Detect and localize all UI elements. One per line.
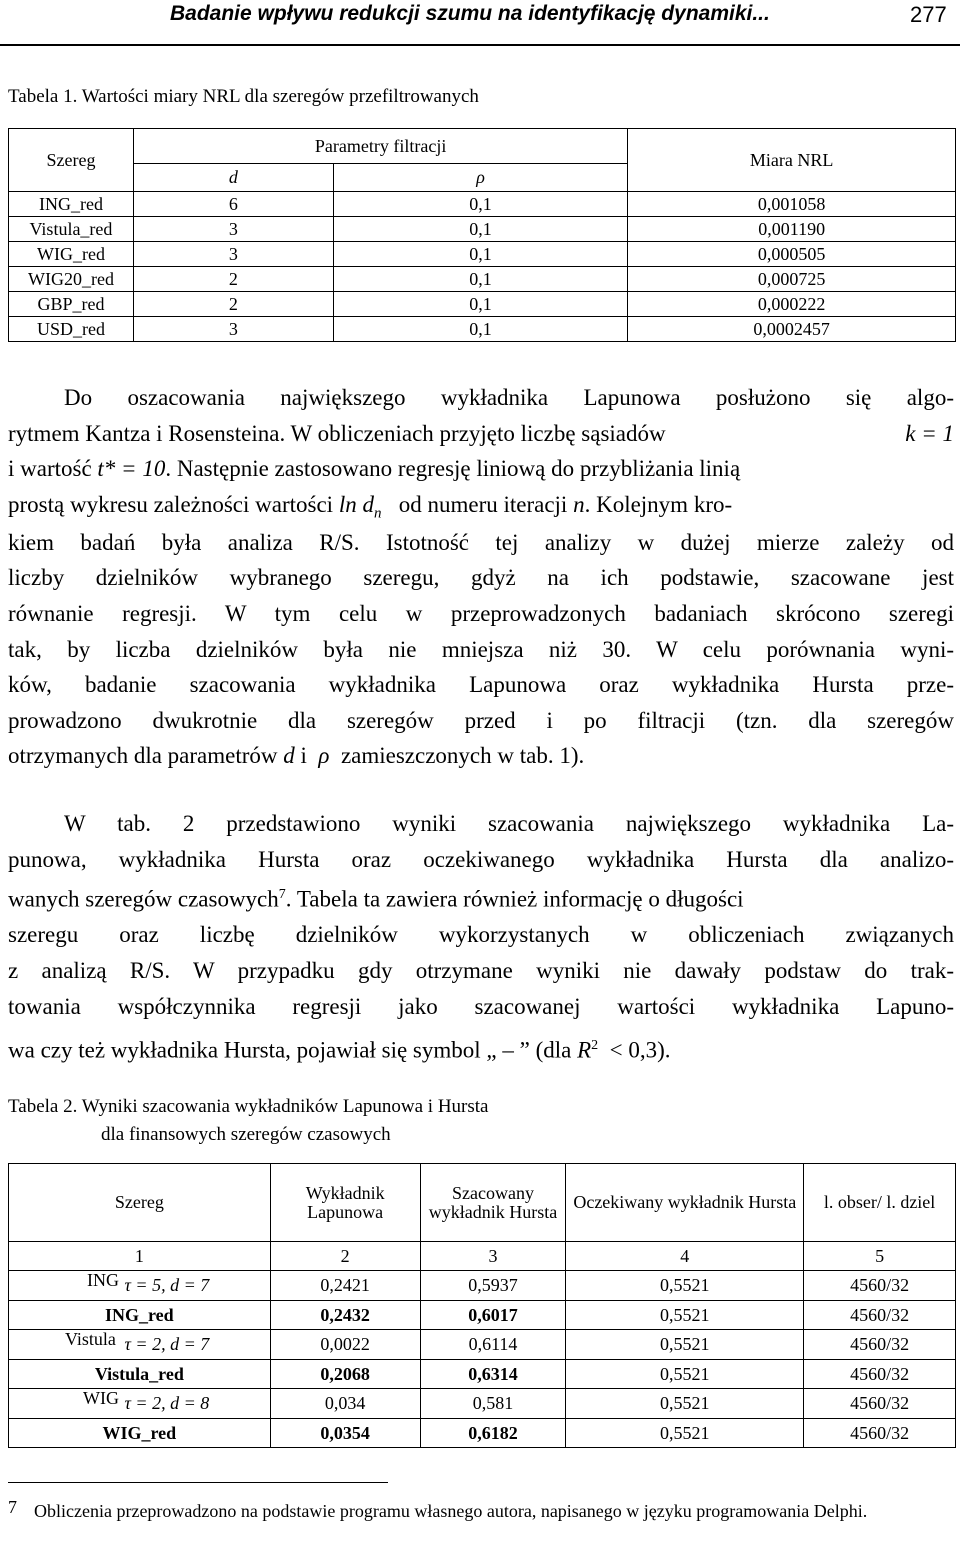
cell-params: τ = 2, d = 8 (124, 1389, 270, 1419)
text-line (8, 1028, 954, 1068)
cell-series: WIG_red (9, 242, 134, 267)
cell-nrl: 0,000222 (628, 292, 956, 317)
table2-header-series: Szereg (9, 1164, 271, 1242)
table-row (9, 242, 956, 267)
cell-series: ING (9, 1271, 125, 1301)
footnote-number: 7 (8, 1497, 17, 1517)
table2-caption-line1: Tabela 2. Wyniki szacowania wykładników Lapunowa i Hursta (8, 1096, 489, 1117)
cell-hurst: 0,6314 (420, 1360, 566, 1389)
cell-nrl: 0,001190 (628, 217, 956, 242)
cell-hurst: 0,581 (420, 1389, 566, 1419)
table1-header-rho: ρ (333, 164, 628, 192)
cell-rho: 0,1 (333, 217, 628, 242)
col-number: 4 (566, 1242, 804, 1271)
text-span: zamieszczonych w tab. 1). (340, 743, 585, 769)
table-row (9, 1330, 956, 1360)
table1-header-params: Parametry filtracji (133, 129, 627, 164)
text-line (8, 738, 954, 774)
table1-header-d: d (133, 164, 333, 192)
math-n: n (573, 491, 585, 517)
cell-nrl: 0,0002457 (628, 317, 956, 342)
cell-series: Vistula (9, 1330, 125, 1360)
text-span: prostą wykresu zależności wartości (8, 491, 334, 517)
footnote-rule (8, 1482, 388, 1483)
cell-d: 2 (133, 267, 333, 292)
text-span: . Kolejnym kro- (584, 491, 733, 517)
cell-nrl: 0,000725 (628, 267, 956, 292)
body-paragraph-1 (8, 380, 954, 774)
table-row (9, 1389, 956, 1419)
cell-expected: 0,5521 (566, 1301, 804, 1330)
table-row (9, 217, 956, 242)
text-line: Do oszacowania największego wykładnika Lapunowa posłużono się algo- (64, 385, 954, 410)
text-line: liczby dzielników wybranego szeregu, gdyż na ich podstawie, szacowane jest (8, 565, 954, 591)
cell-obs: 4560/32 (804, 1301, 956, 1330)
math-rho: ρ (318, 743, 330, 769)
text-span: wanych szeregów czasowych (8, 886, 279, 912)
cell-hurst: 0,6017 (420, 1301, 566, 1330)
cell-params: τ = 5, d = 7 (124, 1271, 270, 1301)
running-header (0, 0, 960, 48)
cell-expected: 0,5521 (566, 1330, 804, 1360)
col-number: 1 (9, 1242, 271, 1271)
cell-series: WIG_red (9, 1419, 271, 1448)
text-span: otrzymanych dla parametrów (8, 743, 278, 769)
math-k: k = 1 (905, 420, 954, 446)
text-span: wa czy też wykładnika Hursta, pojawiał się symbol „ – ” (dla (8, 1037, 572, 1063)
cell-hurst: 0,5937 (420, 1271, 566, 1301)
table-row (9, 1271, 956, 1301)
text-line (8, 877, 954, 917)
cell-lapunov: 0,2421 (270, 1271, 420, 1301)
table1 (8, 128, 956, 342)
cell-series: Vistula_red (9, 1360, 271, 1389)
cell-series: GBP_red (9, 292, 134, 317)
math-superscript-2: 2 (591, 1038, 599, 1054)
cell-d: 3 (133, 242, 333, 267)
table-row (9, 1301, 956, 1330)
text-line (8, 451, 954, 487)
text-span: od numeru iteracji (398, 491, 568, 517)
text-span: i (300, 743, 307, 769)
text-line: ków, badanie szacowania wykładnika Lapunowa oraz wykładnika Hursta prze- (8, 672, 954, 698)
math-d: d (283, 743, 295, 769)
text-span: . Tabela ta zawiera również informację o długości (285, 886, 744, 912)
cell-lapunov: 0,034 (270, 1389, 420, 1419)
text-line: kiem badań była analiza R/S. Istotność tej analizy w dużej mierze zależy od (8, 529, 954, 555)
table-row (9, 1360, 956, 1389)
cell-obs: 4560/32 (804, 1271, 956, 1301)
cell-hurst: 0,6114 (420, 1330, 566, 1360)
cell-lapunov: 0,0022 (270, 1330, 420, 1360)
col-number: 5 (804, 1242, 956, 1271)
cell-nrl: 0,001058 (628, 192, 956, 217)
footnote-text: Obliczenia przeprowadzono na podstawie programu własnego autora, napisanego w języku programowania Delphi. (34, 1501, 868, 1521)
table-row (9, 1242, 956, 1271)
cell-obs: 4560/32 (804, 1330, 956, 1360)
table2-header-hurst: Szacowany wykładnik Hursta (420, 1164, 566, 1242)
math-t-star: t* = 10 (97, 456, 166, 482)
cell-d: 3 (133, 217, 333, 242)
table2 (8, 1163, 956, 1448)
cell-rho: 0,1 (333, 192, 628, 217)
text-line (8, 416, 954, 452)
cell-lapunov: 0,2432 (270, 1301, 420, 1330)
table2-header-obs: l. obser/ l. dziel (804, 1164, 956, 1242)
text-line: punowa, wykładnika Hursta oraz oczekiwanego wykładnika Hursta dla analizo- (8, 846, 954, 872)
col-number: 2 (270, 1242, 420, 1271)
text-line: W tab. 2 przedstawiono wyniki szacowania największego wykładnika La- (64, 811, 954, 836)
col-number: 3 (420, 1242, 566, 1271)
table1-caption: Tabela 1. Wartości miary NRL dla szeregów przefiltrowanych (8, 86, 479, 107)
cell-d: 6 (133, 192, 333, 217)
table1-header-series: Szereg (9, 129, 134, 192)
cell-series: Vistula_red (9, 217, 134, 242)
text-span: rytmem Kantza i Rosensteina. W obliczeniach przyjęto liczbę sąsiadów (8, 420, 666, 446)
table-row (9, 1419, 956, 1448)
text-span: . Następnie zastosowano regresję liniową do przybliżania linią (165, 456, 741, 482)
table-row (9, 192, 956, 217)
cell-lapunov: 0,2068 (270, 1360, 420, 1389)
text-line: z analizą R/S. W przypadku gdy otrzymane wyniki nie dawały podstaw do trak- (8, 958, 954, 984)
math-ln-d: ln d (338, 491, 374, 517)
cell-series: ING_red (9, 192, 134, 217)
text-line: tak, by liczba dzielników była nie mniejsza niż 30. W celu porównania wyni- (8, 636, 954, 662)
cell-nrl: 0,000505 (628, 242, 956, 267)
table-row (9, 292, 956, 317)
table2-header-lapunov: Wykładnik Lapunowa (270, 1164, 420, 1242)
math-lt: < 0,3 (609, 1037, 658, 1063)
text-line: szeregu oraz liczbę dzielników wykorzystanych w obliczeniach związanych (8, 922, 954, 948)
table-row (9, 267, 956, 292)
text-line: równanie regresji. W tym celu w przeprowadzonych badaniach skrócono szeregi (8, 600, 954, 626)
cell-obs: 4560/32 (804, 1389, 956, 1419)
cell-hurst: 0,6182 (420, 1419, 566, 1448)
cell-d: 2 (133, 292, 333, 317)
text-line: towania współczynnika regresji jako szacowanej wartości wykładnika Lapuno- (8, 993, 954, 1019)
cell-expected: 0,5521 (566, 1419, 804, 1448)
body-paragraph-2 (8, 806, 954, 1068)
cell-d: 3 (133, 317, 333, 342)
page-number: 277 (910, 2, 947, 27)
math-subscript-n: n (373, 505, 382, 522)
text-line: prowadzono dwukrotnie dla szeregów przed i po filtracji (tzn. dla szeregów (8, 707, 954, 733)
table-row (9, 317, 956, 342)
table2-header-expected-hurst: Oczekiwany wykładnik Hursta (566, 1164, 804, 1242)
cell-obs: 4560/32 (804, 1360, 956, 1389)
cell-series: WIG (9, 1389, 125, 1419)
cell-rho: 0,1 (333, 267, 628, 292)
cell-expected: 0,5521 (566, 1271, 804, 1301)
cell-expected: 0,5521 (566, 1360, 804, 1389)
cell-series: USD_red (9, 317, 134, 342)
table2-caption-line2: dla finansowych szeregów czasowych (101, 1124, 391, 1145)
cell-obs: 4560/32 (804, 1419, 956, 1448)
cell-params: τ = 2, d = 7 (124, 1330, 270, 1360)
cell-rho: 0,1 (333, 317, 628, 342)
running-title: Badanie wpływu redukcji szumu na identyfikację dynamiki... (170, 2, 770, 25)
cell-rho: 0,1 (333, 242, 628, 267)
cell-expected: 0,5521 (566, 1389, 804, 1419)
math-R: R (577, 1037, 592, 1063)
text-span: ). (657, 1037, 671, 1063)
cell-series: ING_red (9, 1301, 271, 1330)
cell-rho: 0,1 (333, 292, 628, 317)
text-line (8, 487, 954, 525)
table1-header-measure: Miara NRL (628, 129, 956, 192)
footnote-ref: 7 (278, 887, 286, 903)
cell-series: WIG20_red (9, 267, 134, 292)
header-rule (0, 44, 960, 46)
cell-lapunov: 0,0354 (270, 1419, 420, 1448)
text-span: i wartość (8, 456, 92, 482)
